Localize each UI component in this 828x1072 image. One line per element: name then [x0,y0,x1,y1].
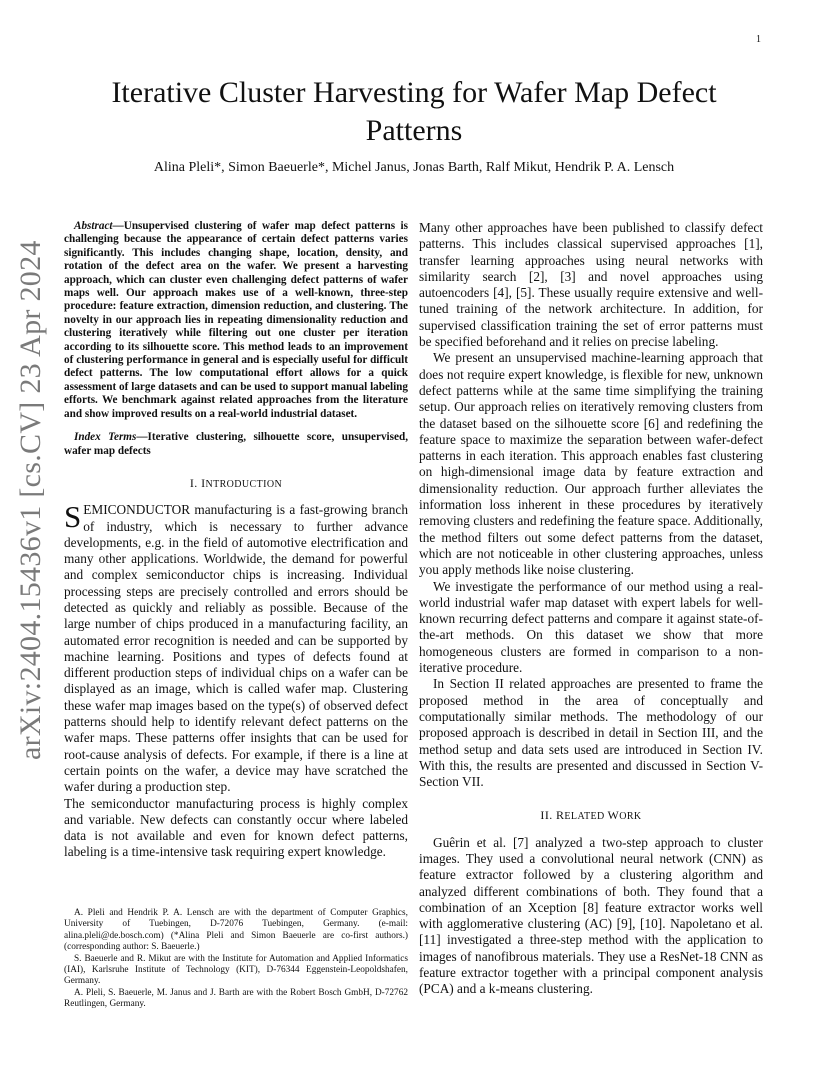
author-list: Alina Pleli*, Simon Baeuerle*, Michel Janus, Jonas Barth, Ralf Mikut, Hendrik P. A. Lensch [153,160,675,175]
right-paragraph-1: Many other approaches have been published to classify defect patterns. This includes classical supervised approaches [1], transfer learning approaches using neural networks with similarity search [2], [3] and novel approaches using autoencoders [4], [5]. These usually require extensive and well-tuned training of the network architecture. In addition, for supervised classification training the set of error patterns must be specified beforehand and it relies on precise labeling. [419,220,763,350]
right-column [419,220,763,998]
right-paragraph-4: In Section II related approaches are presented to frame the proposed method in the area of conceptually and computationally similar methods. The methodology of our proposed approach is described in detail in Section III, and the method setup and data sets used are introduced in Section IV. With this, the results are presented and discussed in Section V-Section VII. [419,676,763,790]
index-terms-label: Index Terms [74,431,137,444]
left-column [64,220,408,861]
intro-paragraph-2: The semiconductor manufacturing process is highly complex and variable. New defects can constantly occur where labeled data is not available and even for known defect patterns, labeling is a time-intensive task requiring expert knowledge. [64,795,408,860]
paper-title: Iterative Cluster Harvesting for Wafer Map Defect Patterns [111,76,717,147]
footnote-2: S. Baeuerle and R. Mikut are with the Institute for Automation and Applied Informatics (IAI), Karlsruhe Institute of Technology (KIT), D-76344 Eggenstein-Leopoldshafen, Germany. [64,953,408,987]
related-work-paragraph-1: Guêrin et al. [7] analyzed a two-step approach to cluster images. They used a convolutional neural network (CNN) as feature extractor followed by a clustering algorithm and analyzed different combinations of both. They found that a combination of an Xception [8] feature extractor works well with agglomerative clustering (AC) [9], [10]. Napoletano et al. [11] investigated a three-step method with the application to images of nanofibrous materials. They use a ResNet-18 CNN as feature extractor together with a principal component analysis (PCA) and a k-means clustering. [419,834,763,997]
section-heading-related-work [419,807,763,825]
section-number: II. [540,808,557,823]
footnote-1: A. Pleli and Hendrik P. A. Lensch are with the department of Computer Graphics, University of Tuebingen, D-72076 Tuebingen, Germany. (e-mail: alina.pleli@de.bosch.com) (*Alina Pleli and Simon Baeuerle are co-first authors.) (corresponding author: S. Baeuerle.) [64,908,408,953]
abstract-label: Abstract [74,220,113,232]
right-paragraph-2: We present an unsupervised machine-learning approach that does not require expert knowledge, is flexible for new, unknown defect patterns while at the same time simplifying the training setup. Our approach relies on iteratively removing clusters from the dataset based on the silhouette score [6] and redefining the feature space to maximize the separation between wafer-defect patterns in each iteration. This approach enables fast clustering on high-dimensional image data by feature extraction and dimensionality reduction. Our approach further alleviates the information loss inherent in these procedures by iteratively removing clusters and redefining the feature space. Additionally, the method filters out some defect patterns from the dataset, which are not noticeable in other clustering approaches, unless you apply methods like noise clustering. [419,350,763,578]
drop-cap: S [64,499,82,535]
index-terms [64,431,408,458]
section-heading-initial: I [201,475,206,490]
section-heading-initial: R [556,808,565,823]
section-heading-initial-2: W [607,808,620,823]
footnote-3: A. Pleli, S. Baeuerle, M. Janus and J. Barth are with the Robert Bosch GmbH, D-72762 Reutlingen, Germany. [64,987,408,1010]
abstract [64,220,408,421]
section-heading-rest: ELATED [564,811,608,823]
intro-paragraph-1-text: EMICONDUCTOR manufacturing is a fast-growing branch of industry, which is necessary to further advance developments, e.g. in the field of automotive electrification and many other applications. Worldwide, the demand for powerful and complex semiconductor chips is increasing. Individual processing steps are precisely controlled and errors should be detected as quickly and reliably as possible. Because of the large number of chips produced in a manufacturing facility, an automated error recognition is needed and can be supported by machine learning. Positions and types of defects found at different production steps of individual chips on a wafer can be displayed as an image, which is called wafer map. Clustering these wafer map images based on the type(s) of observed defect patterns should help to identify relevant defect patterns on the wafer maps. These patterns offer insights that can be used for root-cause analysis of defects. For example, if there is a line at certain points on the wafer, a device may have scratched the wafer during a production step. [64,502,408,795]
index-terms-text: —Iterative clustering, silhouette score, unsupervised, wafer map defects [64,431,408,457]
footnotes [64,908,408,1011]
section-heading-rest-2: ORK [619,811,642,823]
page-number: 1 [756,34,761,45]
intro-paragraph-1 [64,499,408,795]
section-number: I. [189,475,202,490]
right-paragraph-3: We investigate the performance of our method using a real-world industrial wafer map dataset with expert labels for well-known recurring defect patterns and compare it against state-of-the-art methods. On this dataset we show that more homogeneous clusters are formed in comparison to a non-iterative procedure. [419,578,763,676]
section-heading-introduction [64,475,408,493]
section-heading-rest: NTRODUCTION [205,478,283,490]
arxiv-identifier-stamp[interactable]: arXiv:2404.15436v1 [cs.CV] 23 Apr 2024 [14,240,47,760]
abstract-text: —Unsupervised clustering of wafer map defect patterns is challenging because the appearance of certain defect patterns varies significantly. This includes changing shape, location, density, and rotation of the defect area on the wafer. We present a harvesting approach, which can cluster even challenging defect patterns of wafer maps well. Our approach makes use of a well-known, three-step procedure: feature extraction, dimension reduction, and clustering. The novelty in our approach lies in repeating dimensionality reduction and clustering iteratively while filtering out one cluster per iteration according to its silhouette score. This method leads to an improvement of clustering performance in general and is especially useful for difficult defect patterns. The low computational effort allows for a quick assessment of large datasets and can be used to support manual labeling efforts. We benchmark against related approaches from the literature and show improved results on a real-world industrial dataset. [64,220,408,420]
